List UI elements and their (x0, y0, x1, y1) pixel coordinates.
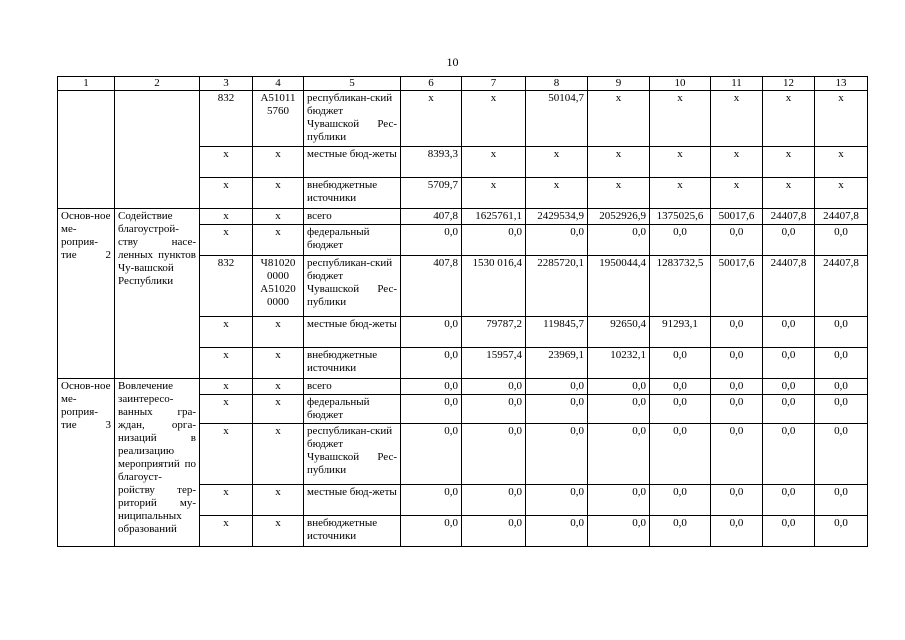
code-cell (253, 348, 304, 379)
column-header: 4 (253, 77, 304, 91)
value-cell: 0,0 (650, 225, 711, 256)
grbs-cell: x (200, 225, 253, 256)
code-cell (253, 147, 304, 178)
value-cell: 1283732,5 (650, 256, 711, 317)
value-cell: 2052926,9 (588, 209, 650, 225)
value-cell: 0,0 (711, 485, 763, 516)
code-line: x (275, 148, 281, 160)
value-cell: 407,8 (401, 256, 462, 317)
value-cell: 0,0 (401, 348, 462, 379)
value-cell: 0,0 (462, 379, 526, 395)
code-line: x (275, 396, 281, 408)
value-cell: 0,0 (588, 395, 650, 424)
value-cell: 0,0 (815, 395, 868, 424)
table-row (58, 91, 868, 147)
value-cell: 0,0 (711, 379, 763, 395)
column-header: 5 (304, 77, 401, 91)
value-cell: x (462, 147, 526, 178)
value-cell: 0,0 (650, 395, 711, 424)
code-cell (253, 485, 304, 516)
value-cell: 50017,6 (711, 256, 763, 317)
source-cell: внебюджетные источники (304, 348, 401, 379)
value-cell: 0,0 (763, 395, 815, 424)
code-line: x (275, 425, 281, 437)
value-cell: 2285720,1 (526, 256, 588, 317)
source-cell: всего (304, 379, 401, 395)
value-cell: 0,0 (763, 348, 815, 379)
value-cell: 0,0 (711, 395, 763, 424)
value-cell: 0,0 (711, 424, 763, 485)
value-cell: x (711, 178, 763, 209)
column-header: 11 (711, 77, 763, 91)
source-cell: республикан-ский бюджет Чувашской Рес-публики (304, 91, 401, 147)
value-cell: 24407,8 (815, 256, 868, 317)
table-body (58, 77, 868, 547)
grbs-cell: x (200, 317, 253, 348)
code-line: x (275, 179, 281, 191)
code-line: 5760 (267, 105, 289, 117)
value-cell: 10232,1 (588, 348, 650, 379)
code-cell (253, 178, 304, 209)
value-cell: x (815, 178, 868, 209)
value-cell: 15957,4 (462, 348, 526, 379)
code-cell (253, 516, 304, 547)
value-cell: 1950044,4 (588, 256, 650, 317)
value-cell: 91293,1 (650, 317, 711, 348)
source-cell: федеральный бюджет (304, 395, 401, 424)
column-header: 9 (588, 77, 650, 91)
value-cell: x (711, 147, 763, 178)
value-cell: 407,8 (401, 209, 462, 225)
column-header: 8 (526, 77, 588, 91)
value-cell: 0,0 (763, 317, 815, 348)
grbs-cell: x (200, 395, 253, 424)
source-cell: местные бюд-жеты (304, 317, 401, 348)
value-cell: x (526, 178, 588, 209)
page-number: 10 (446, 55, 459, 69)
column-header: 1 (58, 77, 115, 91)
value-cell: x (763, 147, 815, 178)
code-cell (253, 256, 304, 317)
value-cell: x (462, 91, 526, 147)
value-cell: 0,0 (588, 485, 650, 516)
description-cell: Содействие благоустрой-ству насе-ленных пунктов Чу-вашской Республики (115, 209, 200, 379)
value-cell: 0,0 (763, 516, 815, 547)
value-cell: 24407,8 (763, 256, 815, 317)
value-cell: x (588, 147, 650, 178)
value-cell: 0,0 (462, 516, 526, 547)
code-line: x (275, 486, 281, 498)
value-cell: 79787,2 (462, 317, 526, 348)
value-cell: 0,0 (650, 516, 711, 547)
value-cell: 0,0 (815, 317, 868, 348)
column-header: 2 (115, 77, 200, 91)
table-row (58, 209, 868, 225)
event-cell: Основ-ное ме-роприя-тие 3 (58, 379, 115, 547)
value-cell: 0,0 (526, 379, 588, 395)
value-cell: x (650, 147, 711, 178)
value-cell: 0,0 (526, 424, 588, 485)
source-cell: федеральный бюджет (304, 225, 401, 256)
column-number-row (58, 77, 868, 91)
value-cell: 0,0 (462, 424, 526, 485)
source-cell: внебюджетные источники (304, 516, 401, 547)
value-cell: 0,0 (815, 424, 868, 485)
value-cell: 0,0 (526, 516, 588, 547)
value-cell: 0,0 (588, 379, 650, 395)
value-cell: 0,0 (588, 516, 650, 547)
value-cell: 0,0 (526, 395, 588, 424)
table-row (58, 379, 868, 395)
grbs-cell: x (200, 424, 253, 485)
value-cell: 24407,8 (815, 209, 868, 225)
description-cell: Вовлечение заинтересо-ванных гра-ждан, орга-низаций в реализацию мероприятий по благоуст-ройству тер-риторий му-ниципальных образований (115, 379, 200, 547)
value-cell: x (815, 91, 868, 147)
code-cell (253, 424, 304, 485)
value-cell: 0,0 (815, 379, 868, 395)
value-cell: 0,0 (401, 317, 462, 348)
value-cell: x (526, 147, 588, 178)
value-cell: 23969,1 (526, 348, 588, 379)
code-cell (253, 317, 304, 348)
code-line: x (275, 318, 281, 330)
value-cell: 0,0 (401, 395, 462, 424)
value-cell: x (588, 178, 650, 209)
grbs-cell: x (200, 209, 253, 225)
code-line: x (275, 226, 281, 238)
value-cell: 0,0 (650, 348, 711, 379)
code-line: 0000 (267, 296, 289, 308)
code-cell (253, 395, 304, 424)
value-cell: 50017,6 (711, 209, 763, 225)
value-cell: 1625761,1 (462, 209, 526, 225)
code-line: А51020 (260, 283, 296, 295)
column-header: 3 (200, 77, 253, 91)
value-cell: 0,0 (763, 379, 815, 395)
value-cell: 0,0 (401, 485, 462, 516)
column-header: 6 (401, 77, 462, 91)
code-line: x (275, 349, 281, 361)
value-cell: 0,0 (526, 485, 588, 516)
value-cell: 0,0 (815, 516, 868, 547)
grbs-cell: x (200, 147, 253, 178)
value-cell: 0,0 (815, 225, 868, 256)
value-cell: x (815, 147, 868, 178)
column-header: 7 (462, 77, 526, 91)
grbs-cell: x (200, 379, 253, 395)
value-cell: x (763, 91, 815, 147)
value-cell: x (650, 91, 711, 147)
value-cell: 0,0 (650, 424, 711, 485)
grbs-cell: x (200, 516, 253, 547)
value-cell: 0,0 (815, 485, 868, 516)
value-cell: 0,0 (763, 485, 815, 516)
value-cell: 1375025,6 (650, 209, 711, 225)
value-cell: x (763, 178, 815, 209)
grbs-cell: x (200, 348, 253, 379)
value-cell: 0,0 (401, 516, 462, 547)
value-cell: 0,0 (763, 424, 815, 485)
value-cell: 119845,7 (526, 317, 588, 348)
column-header: 12 (763, 77, 815, 91)
value-cell: 0,0 (711, 317, 763, 348)
column-header: 10 (650, 77, 711, 91)
value-cell: 0,0 (462, 485, 526, 516)
value-cell: 24407,8 (763, 209, 815, 225)
value-cell: 0,0 (815, 348, 868, 379)
value-cell: 1530 016,4 (462, 256, 526, 317)
code-line: x (275, 517, 281, 529)
code-line: x (275, 380, 281, 392)
value-cell: 8393,3 (401, 147, 462, 178)
source-cell: местные бюд-жеты (304, 485, 401, 516)
code-line: x (275, 210, 281, 222)
code-cell (253, 91, 304, 147)
budget-table (57, 76, 868, 547)
column-header: 13 (815, 77, 868, 91)
source-cell: внебюджетные источники (304, 178, 401, 209)
value-cell: 0,0 (462, 225, 526, 256)
grbs-cell: 832 (200, 91, 253, 147)
value-cell: 0,0 (711, 516, 763, 547)
value-cell: 0,0 (650, 485, 711, 516)
source-cell: республикан-ский бюджет Чувашской Рес-публики (304, 256, 401, 317)
grbs-cell: x (200, 485, 253, 516)
value-cell: x (650, 178, 711, 209)
event-cell: Основ-ное ме-роприя-тие 2 (58, 209, 115, 379)
value-cell: 0,0 (462, 395, 526, 424)
description-cell (115, 91, 200, 209)
value-cell: 50104,7 (526, 91, 588, 147)
code-line: А51011 (260, 92, 296, 104)
value-cell: 2429534,9 (526, 209, 588, 225)
value-cell: x (462, 178, 526, 209)
value-cell: 0,0 (711, 348, 763, 379)
value-cell: 0,0 (401, 424, 462, 485)
value-cell: x (401, 91, 462, 147)
value-cell: 0,0 (763, 225, 815, 256)
value-cell: x (588, 91, 650, 147)
value-cell: 0,0 (401, 225, 462, 256)
grbs-cell: x (200, 178, 253, 209)
value-cell: 0,0 (711, 225, 763, 256)
event-cell (58, 91, 115, 209)
code-cell (253, 225, 304, 256)
value-cell: x (711, 91, 763, 147)
source-cell: местные бюд-жеты (304, 147, 401, 178)
value-cell: 0,0 (526, 225, 588, 256)
code-cell (253, 379, 304, 395)
value-cell: 0,0 (588, 225, 650, 256)
code-cell (253, 209, 304, 225)
source-cell: республикан-ский бюджет Чувашской Рес-публики (304, 424, 401, 485)
value-cell: 0,0 (650, 379, 711, 395)
source-cell: всего (304, 209, 401, 225)
value-cell: 0,0 (401, 379, 462, 395)
code-line: Ч81020 (260, 257, 296, 269)
code-line: 0000 (267, 270, 289, 282)
value-cell: 0,0 (588, 424, 650, 485)
value-cell: 92650,4 (588, 317, 650, 348)
grbs-cell: 832 (200, 256, 253, 317)
value-cell: 5709,7 (401, 178, 462, 209)
